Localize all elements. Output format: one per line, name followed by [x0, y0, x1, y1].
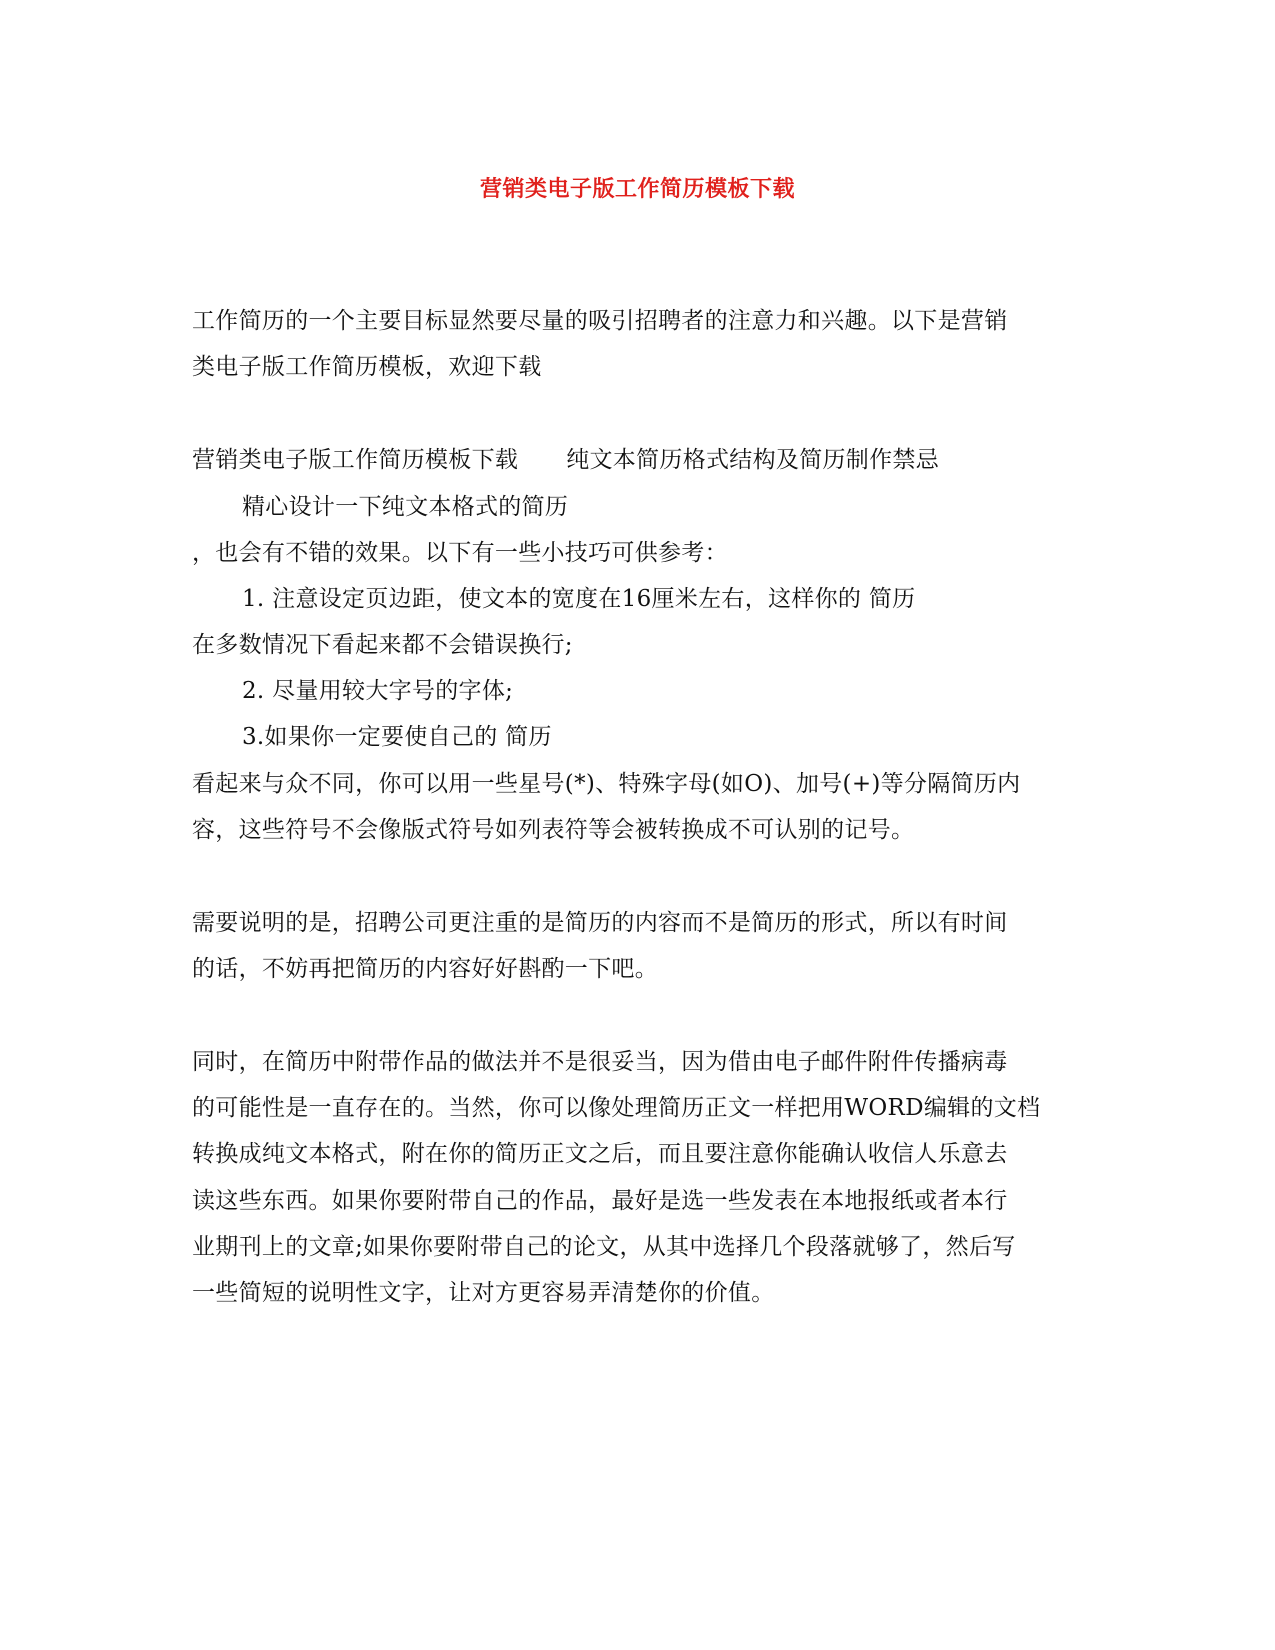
attachment-line-6: 一些简短的说明性文字，让对方更容易弄清楚你的价值。: [192, 1280, 775, 1306]
section-heading-part-1: 营销类电子版工作简历模板下载: [192, 447, 519, 473]
section-heading-part-2: 纯文本简历格式结构及简历制作禁忌: [566, 447, 940, 473]
note-line-2: 的话，不妨再把简历的内容好好斟酌一下吧。: [192, 956, 658, 982]
tip-3-line-2: 看起来与众不同，你可以用一些星号(*)、特殊字母(如O)、加号(+)等分隔简历内: [192, 771, 1021, 797]
intro-line-1: 工作简历的一个主要目标显然要尽量的吸引招聘者的注意力和兴趣。以下是营销: [192, 308, 1008, 334]
tip-3-line-1: 3.如果你一定要使自己的 简历: [242, 724, 552, 750]
tip-1-line-2: 在多数情况下看起来都不会错误换行;: [192, 632, 573, 658]
attachment-line-2: 的可能性是一直存在的。当然，你可以像处理简历正文一样把用WORD编辑的文档: [192, 1095, 1041, 1121]
design-line: 精心设计一下纯文本格式的简历: [242, 494, 569, 520]
note-line-1: 需要说明的是，招聘公司更注重的是简历的内容而不是简历的形式，所以有时间: [192, 910, 1008, 936]
attachment-line-5: 业期刊上的文章;如果你要附带自己的论文，从其中选择几个段落就够了，然后写: [192, 1234, 1016, 1260]
effect-line: ，也会有不错的效果。以下有一些小技巧可供参考：: [192, 540, 728, 566]
tip-2: 2. 尽量用较大字号的字体;: [242, 678, 514, 704]
tip-3-line-3: 容，这些符号不会像版式符号如列表符等会被转换成不可认别的记号。: [192, 817, 915, 843]
attachment-line-4: 读这些东西。如果你要附带自己的作品，最好是选一些发表在本地报纸或者本行: [192, 1188, 1008, 1214]
tip-1-line-1: 1. 注意设定页边距，使文本的宽度在16厘米左右，这样你的 简历: [242, 586, 916, 612]
attachment-line-3: 转换成纯文本格式，附在你的简历正文之后，而且要注意你能确认收信人乐意去: [192, 1141, 1008, 1167]
document-title: 营销类电子版工作简历模板下载: [479, 176, 795, 202]
attachment-line-1: 同时，在简历中附带作品的做法并不是很妥当，因为借由电子邮件附件传播病毒: [192, 1049, 1008, 1075]
section-heading: [192, 445, 939, 475]
intro-line-2: 类电子版工作简历模板，欢迎下载: [192, 354, 542, 380]
